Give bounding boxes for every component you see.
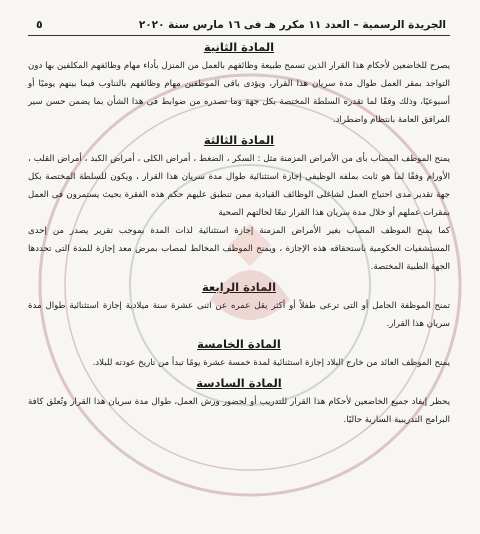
- gazette-header-title: الجريدة الرسمية – العدد ١١ مكرر هـ فى ١٦ مارس سنة ٢٠٢٠: [138, 18, 446, 31]
- article-5: [28, 337, 450, 372]
- article-heading: المادة الخامسة: [197, 337, 281, 351]
- article-paragraph: يصرح للخاضعين لأحكام هذا القرار الذين تسمح طبيعة وظائفهم بالعمل من المنزل بأداء مهام وظائفهم المكلفين بها دون التواجد بمقر العمل طوال مدة سريان هذا القرار، ويؤدى باقى الموظفين مهام وظائفهم بالتناوب فيما بينهم يوميًا أو أسبوعيًا، وذلك وفقًا لما تقدره السلطة المختصة بكل جهة وما تصدره من ضوابط فى هذا الشأن بما يضمن حسن سير المرافق العامة بانتظام واضطراد.: [28, 61, 450, 125]
- article-heading: المادة الرابعة: [201, 280, 277, 294]
- article-heading: المادة الثانية: [203, 40, 275, 54]
- page-number: ٥: [36, 18, 43, 31]
- article-paragraph: تمنح الموظفة الحامل أو التى ترعى طفلاً أو أكثر يقل عمره عن اثنى عشرة سنة ميلادية إجازة استثنائية طوال مدة سريان هذا القرار.: [28, 301, 450, 329]
- page-header: [28, 12, 450, 36]
- article-paragraph: يمنح الموظف المصاب بأى من الأمراض المزمنة مثل : السكر ، الضغط ، أمراض الكلى ، أمراض الكبد ، أمراض القلب ، الأورام وفقًا لما هو ثابت بملفه الوظيفى إجازة استثنائية طوال مدة سريان هذا القرار ، ويكون للسلطة المختصة بكل جهة تقدير مدى احتياج العمل لشاغلى الوظائف القيادية ممن تنطبق عليهم حكم هذه الفقرة بحيث يستمرون فى العمل بمقرات عملهم أو خلال مدة سريان هذا القرار تبعًا لحالتهم الصحية: [28, 154, 450, 218]
- article-paragraph: كما يمنح الموظف المصاب بغير الأمراض المزمنة إجازة استثنائية لذات المدة بموجب تقرير يصدر من إحدى المستشفيات الحكومية باستحقاقه هذه الإجازة ، ويمنح الموظف المخالط لمصاب بمرض معد إجازة للمدة التى تحددها الجهة الطبية المختصة.: [28, 226, 450, 272]
- article-2: [28, 40, 450, 129]
- article-heading: المادة الثالثة: [203, 133, 275, 147]
- article-6: [28, 376, 450, 429]
- article-paragraph: يحظر إيفاد جميع الخاضعين لأحكام هذا القرار للتدريب أو لحضور ورش العمل، طوال مدة سريان هذا القرار وتُعلق كافة البرامج التدريبية السارية حاليًا.: [28, 397, 450, 425]
- article-heading: المادة السادسة: [196, 376, 282, 390]
- article-3: [28, 133, 450, 276]
- article-4: [28, 280, 450, 333]
- article-paragraph: يمنح الموظف العائد من خارج البلاد إجازة استثنائية لمدة خمسة عشرة يومًا تبدأ من تاريخ عودته للبلاد.: [92, 358, 450, 368]
